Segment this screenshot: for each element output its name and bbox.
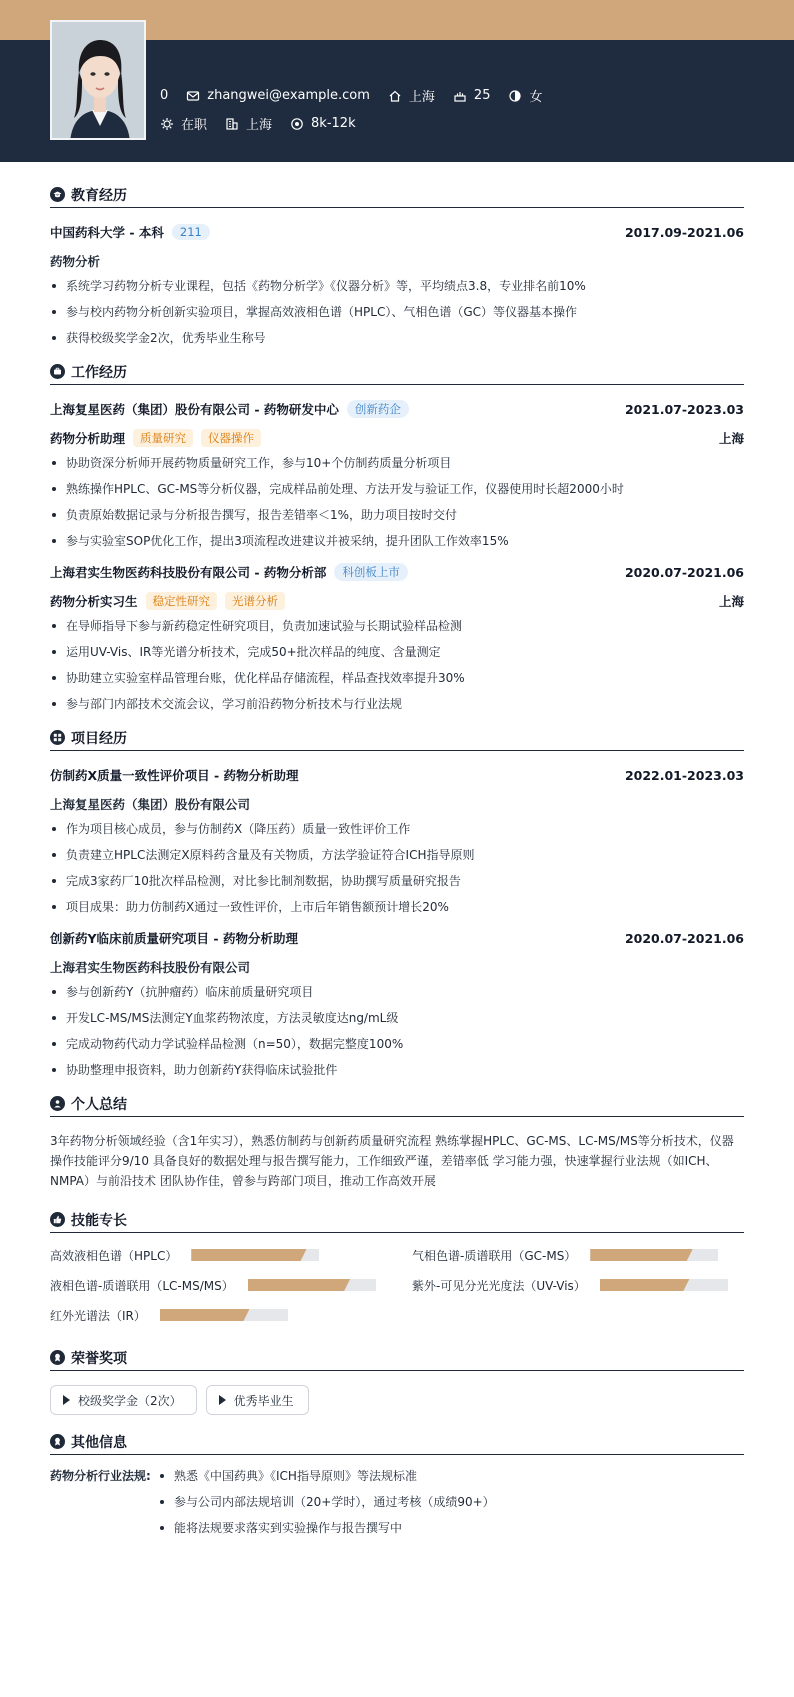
job-location: 上海 (718, 431, 744, 446)
salary-text: 8k-12k (311, 116, 356, 131)
job-entry (50, 399, 744, 548)
projects-section (50, 725, 744, 1077)
list-item: 完成动物药代动力学试验样品检测（n=50），数据完整度100% (50, 1037, 744, 1051)
list-item: 开发LC-MS/MS法测定Y血浆药物浓度，方法灵敏度达ng/mL级 (50, 1011, 744, 1025)
list-item: 协助资深分析师开展药物质量研究工作，参与10+个仿制药质量分析项目 (50, 456, 744, 470)
briefcase-icon (50, 364, 65, 379)
graduation-cap-icon (50, 187, 65, 202)
skill-item (50, 1307, 382, 1323)
education-title: 教育经历 (71, 187, 127, 204)
section-title (50, 359, 744, 385)
list-item: 熟练操作HPLC、GC-MS等分析仪器，完成样品前处理、方法开发与验证工作，仪器使用时长超2000小时 (50, 482, 744, 496)
gender-icon (508, 89, 522, 103)
education-entry (50, 222, 744, 345)
education-header-row (50, 222, 744, 242)
honor-label: 校级奖学金（2次） (78, 1393, 182, 1408)
list-item: 参与部门内部技术交流会议，学习前沿药物分析技术与行业法规 (50, 697, 744, 711)
skill-tag: 仪器操作 (201, 429, 261, 447)
company-tag: 创新药企 (347, 400, 409, 418)
project-entry (50, 928, 744, 1077)
honor-chip[interactable] (50, 1385, 197, 1415)
honor-label: 优秀毕业生 (233, 1393, 294, 1408)
list-item: 负责建立HPLC法测定X原料药含量及有关物质，方法学验证符合ICH指导原则 (50, 848, 744, 862)
avatar (50, 20, 146, 140)
job-role: 药物分析助理 (50, 431, 126, 446)
project-period: 2020.07-2021.06 (624, 930, 744, 946)
work-city-text: 上海 (246, 118, 273, 133)
skill-bar (600, 1279, 728, 1291)
job-entry (50, 562, 744, 711)
grid-icon (50, 730, 65, 745)
project-bullets (50, 985, 744, 1077)
portrait-image (52, 22, 146, 140)
education-period: 2017.09-2021.06 (624, 224, 744, 240)
list-item: 完成3家药厂10批次样品检测，对比参比制剂数据，协助撰写质量研究报告 (50, 874, 744, 888)
skill-tag: 光谱分析 (225, 592, 285, 610)
list-item: 参与公司内部法规培训（20+学时），通过考核（成绩90+） (158, 1495, 495, 1509)
work-section (50, 359, 744, 711)
skills-title: 技能专长 (71, 1212, 127, 1229)
city-item (388, 86, 435, 105)
projects-title: 项目经历 (71, 730, 127, 747)
job-period: 2021.07-2023.03 (624, 401, 744, 417)
other-title: 其他信息 (71, 1434, 127, 1451)
age-text: 25 (473, 88, 491, 103)
project-name: 创新药Y临床前质量研究项目 - 药物分析助理 (50, 931, 298, 946)
other-label: 药物分析行业法规: (50, 1469, 151, 1483)
other-bullets (158, 1469, 495, 1547)
skill-bar (160, 1309, 288, 1321)
project-entry (50, 765, 744, 914)
work-city-item (225, 114, 272, 133)
project-org: 上海君实生物医药科技股份有限公司 (50, 960, 251, 975)
school-name: 中国药科大学 - 本科 (50, 225, 164, 240)
summary-text: 3年药物分析领域经验（含1年实习），熟悉仿制药与创新药质量研究流程 熟练掌握HPLC、GC-MS、LC-MS/MS等分析技术，仪器操作技能评分9/10 具备良好的数据处理与报告撰写能力，工作细致严谨，差错率低 学习能力强，快速掌握行业法规（如ICH、NMPA）与前沿技术 团队协作佳，曾参与跨部门项目，推动工作高效开展 (50, 1134, 734, 1188)
list-item: 作为项目核心成员，参与仿制药X（降压药）质量一致性评价工作 (50, 822, 744, 836)
skill-name: 红外光谱法（IR） (50, 1308, 146, 1323)
project-name: 仿制药X质量一致性评价项目 - 药物分析助理 (50, 768, 299, 783)
skills-section (50, 1207, 744, 1323)
thumbs-up-icon (50, 1212, 65, 1227)
skill-bar (248, 1279, 376, 1291)
skill-bar-fill (248, 1279, 350, 1291)
job-bullets (50, 619, 744, 711)
honors-section (50, 1345, 744, 1415)
skill-name: 液相色谱-质谱联用（LC-MS/MS） (50, 1278, 234, 1293)
other-info (50, 1469, 744, 1547)
project-header-row (50, 928, 744, 948)
skill-name: 紫外-可见分光光度法（UV-Vis） (412, 1278, 586, 1293)
list-item: 系统学习药物分析专业课程，包括《药物分析学》《仪器分析》等，平均绩点3.8，专业排名前10% (50, 279, 744, 293)
city-text: 上海 (408, 90, 435, 105)
coin-icon (290, 117, 304, 131)
education-bullets (50, 279, 744, 345)
summary-title: 个人总结 (71, 1096, 127, 1113)
list-item: 协助整理申报资料，助力创新药Y获得临床试验批件 (50, 1063, 744, 1077)
school-tag: 211 (172, 224, 210, 240)
gender-text: 女 (529, 90, 543, 105)
skill-bar (191, 1249, 319, 1261)
company-name: 上海君实生物医药科技股份有限公司 - 药物分析部 (50, 565, 327, 580)
skill-item (50, 1247, 382, 1263)
list-item: 参与实验室SOP优化工作，提出3项流程改进建议并被采纳，提升团队工作效率15% (50, 534, 744, 548)
job-role-row (50, 428, 744, 448)
skill-bar (590, 1249, 718, 1261)
honor-chip[interactable] (206, 1385, 309, 1415)
section-title (50, 725, 744, 751)
company-tag: 科创板上市 (334, 563, 408, 581)
email-text: zhangwei@example.com (207, 88, 370, 103)
status-text: 在职 (181, 118, 208, 133)
phone-item (160, 88, 168, 103)
section-title (50, 1429, 744, 1455)
list-item: 参与创新药Y（抗肿瘤药）临床前质量研究项目 (50, 985, 744, 999)
summary-section (50, 1091, 744, 1191)
job-bullets (50, 456, 744, 548)
section-title (50, 1207, 744, 1233)
status-row (160, 114, 374, 133)
project-org: 上海复星医药（集团）股份有限公司 (50, 797, 251, 812)
gear-icon (160, 117, 174, 131)
user-icon (50, 1096, 65, 1111)
major-name: 药物分析 (50, 254, 101, 269)
job-role: 药物分析实习生 (50, 594, 138, 609)
honors-title: 荣誉奖项 (71, 1350, 127, 1367)
skill-bar-fill (191, 1249, 306, 1261)
honors-list (50, 1385, 744, 1415)
skill-name: 气相色谱-质谱联用（GC-MS） (412, 1248, 577, 1263)
list-item: 运用UV-Vis、IR等光谱分析技术，完成50+批次样品的纯度、含量测定 (50, 645, 744, 659)
header (0, 40, 794, 162)
contact-row (160, 86, 560, 105)
education-section (50, 182, 744, 345)
other-section (50, 1429, 744, 1547)
age-item (453, 88, 491, 103)
work-title: 工作经历 (71, 364, 127, 381)
list-item: 在导师指导下参与新药稳定性研究项目，负责加速试验与长期试验样品检测 (50, 619, 744, 633)
section-title (50, 1345, 744, 1371)
list-item: 能将法规要求落实到实验操作与报告撰写中 (158, 1521, 495, 1535)
job-period: 2020.07-2021.06 (624, 564, 744, 580)
skill-name: 高效液相色谱（HPLC） (50, 1248, 178, 1263)
skill-bar-fill (600, 1279, 690, 1291)
project-bullets (50, 822, 744, 914)
job-role-row (50, 591, 744, 611)
job-location: 上海 (718, 594, 744, 609)
project-header-row (50, 765, 744, 785)
list-item: 协助建立实验室样品管理台账，优化样品存储流程，样品查找效率提升30% (50, 671, 744, 685)
section-title (50, 182, 744, 208)
email-item[interactable] (186, 88, 370, 103)
list-item: 获得校级奖学金2次，优秀毕业生称号 (50, 331, 744, 345)
salary-item (290, 116, 356, 131)
skill-item (412, 1247, 744, 1263)
building-icon (225, 117, 239, 131)
play-icon (219, 1395, 226, 1405)
skill-tag: 稳定性研究 (146, 592, 218, 610)
job-header-row (50, 399, 744, 419)
project-period: 2022.01-2023.03 (624, 767, 744, 783)
job-header-row (50, 562, 744, 582)
gender-item (508, 86, 542, 105)
status-item (160, 114, 207, 133)
skill-item (50, 1277, 382, 1293)
email-icon (186, 89, 200, 103)
skill-bar-fill (160, 1309, 250, 1321)
list-item: 负责原始数据记录与分析报告撰写，报告差错率＜1%，助力项目按时交付 (50, 508, 744, 522)
section-title (50, 1091, 744, 1117)
play-icon (63, 1395, 70, 1405)
list-item: 参与校内药物分析创新实验项目，掌握高效液相色谱（HPLC）、气相色谱（GC）等仪器基本操作 (50, 305, 744, 319)
skill-bar-fill (590, 1249, 692, 1261)
company-name: 上海复星医药（集团）股份有限公司 - 药物研发中心 (50, 402, 339, 417)
phone-text: 0 (160, 88, 169, 103)
home-icon (388, 89, 402, 103)
award-icon (50, 1350, 65, 1365)
resume-content (0, 162, 794, 1547)
award-icon (50, 1434, 65, 1449)
skill-item (412, 1277, 744, 1293)
skills-grid (50, 1247, 744, 1323)
list-item: 熟悉《中国药典》《ICH指导原则》等法规标准 (158, 1469, 495, 1483)
cake-icon (453, 89, 467, 103)
skill-tag: 质量研究 (133, 429, 193, 447)
list-item: 项目成果：助力仿制药X通过一致性评价，上市后年销售额预计增长20% (50, 900, 744, 914)
